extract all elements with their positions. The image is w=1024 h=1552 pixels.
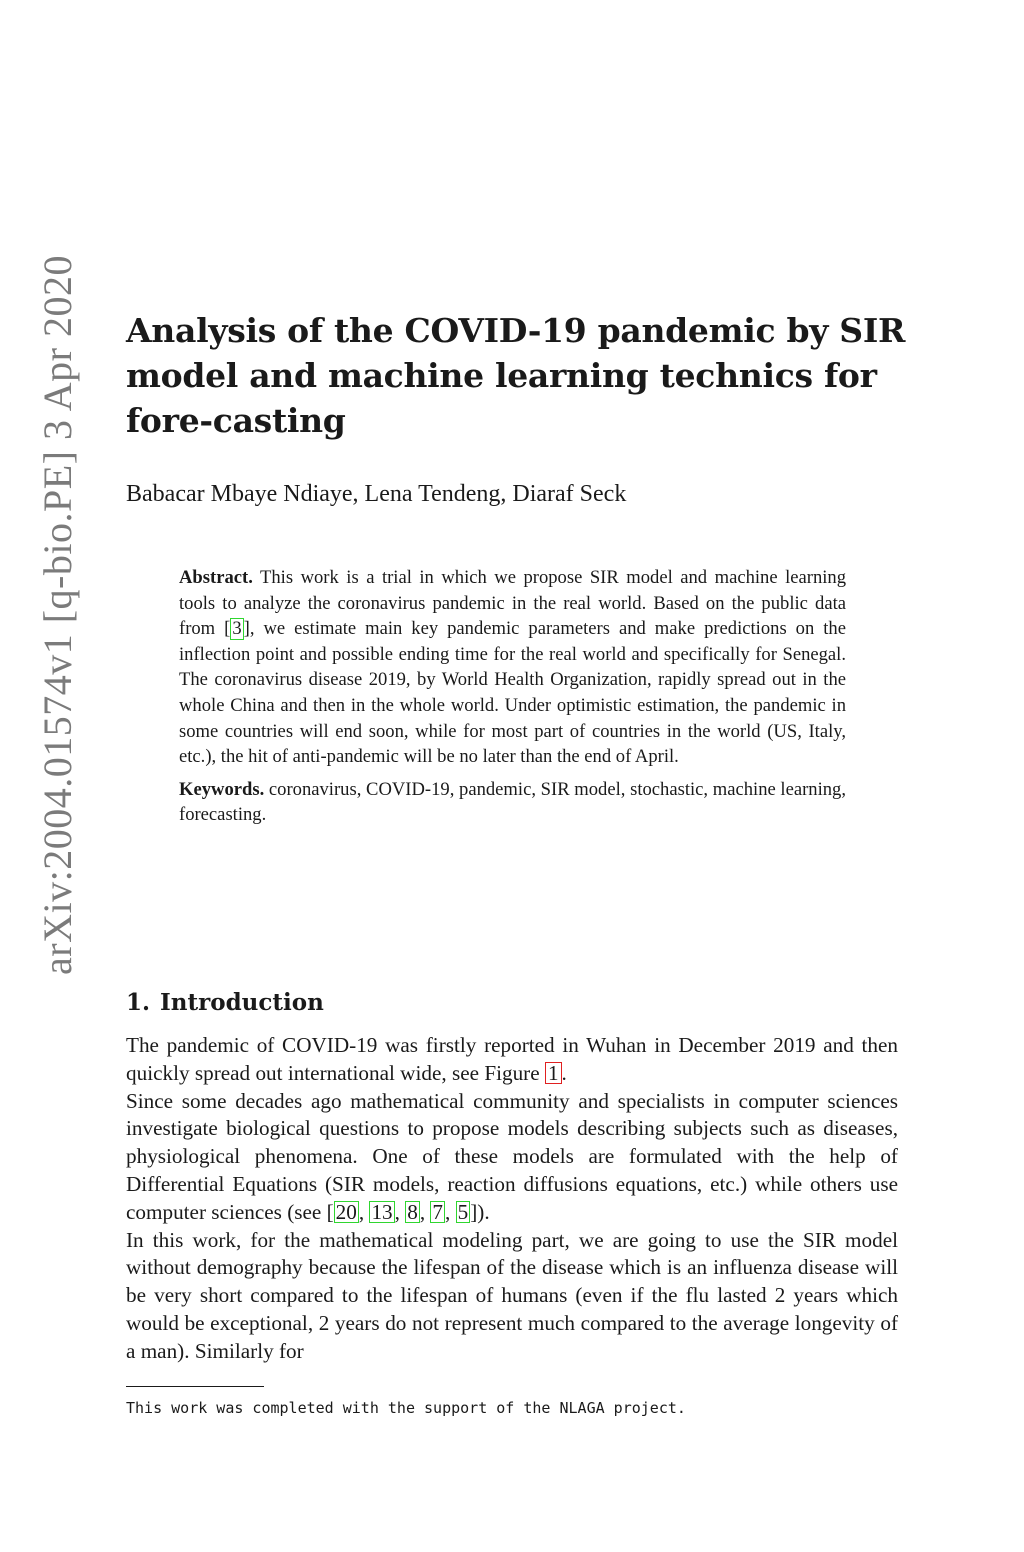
intro-paragraph-2: Since some decades ago mathematical community and specialists in computer sciences investigate biological questions to propose models describing subjects such as diseases, physiological phenomena. One of these models are formulated with the help of Differential Equations (SIR models, reaction diffusions equations, etc.) while others use computer sciences (see [20, 13, 8, 7, 5]). [126,1088,898,1224]
footnote-divider [126,1386,264,1387]
keywords-paragraph [179,777,846,828]
citation-link[interactable]: 7 [432,1199,444,1224]
citation-separator: , [419,1199,431,1224]
intro-p3-text: In this work, for the mathematical modeling part, we are going to use the SIR model without demography because the lifespan of the disease which is an influenza disease will be very short compared to the lifespan of humans (even if the flu lasted 2 years which would be exceptional, 2 years do not represent much compared to the average longevity of a man). Similarly for [126,1227,898,1363]
paper-title: Analysis of the COVID-19 pandemic by SIR model and machine learning technics for fore-casting [126,311,906,440]
figure-reference-link[interactable]: 1 [545,1062,562,1084]
citation-link[interactable]: 3 [232,618,242,640]
abstract-block [179,565,846,828]
intro-p1-text: The pandemic of COVID-19 was firstly reported in Wuhan in December 2019 and then quickly spread out international wide, see Figure [126,1033,898,1085]
keywords-label: Keywords. [179,778,265,800]
citation-link[interactable]: 8 [407,1199,418,1224]
citation-link[interactable]: 5 [457,1199,469,1224]
keywords-text: coronavirus, COVID-19, pandemic, SIR model, stochastic, machine learning, forecasting. [179,778,847,826]
abstract-label: Abstract. [179,567,253,588]
intro-paragraph-3 [126,1227,898,1366]
abstract-paragraph: Abstract. This work is a trial in which we propose SIR model and machine learning tools to analyze the coronavirus pandemic in the real world. Based on the public data from [ 3 ], we estimate main key pandemic parameters and make predictions on the inflection point and possible ending time for the real world and specifically for Senegal. The coronavirus disease 2019, by World Health Organization, rapidly spread out in the whole China and then in the whole world. Under optimistic estimation, the pandemic in some countries will end soon, while for most part of countries in the world (US, Italy, etc.), the hit of anti-pandemic will be no later than the end of April. [179,567,847,768]
intro-p2-end: ). [477,1199,490,1224]
citation-separator: , [358,1199,370,1224]
arxiv-identifier-stamp: arXiv:2004.01574v1 [q-bio.PE] 3 Apr 2020 [35,255,80,975]
section-title: Introduction [160,989,324,1016]
citation-separator: , [445,1199,456,1224]
footnote: This work was completed with the support of the NLAGA project. [126,1399,686,1417]
citation-link[interactable]: 13 [371,1199,393,1224]
section-number: 1. [126,989,151,1016]
citation-separator: , [394,1199,406,1224]
intro-paragraph-1 [126,1032,898,1088]
intro-p1-end: . [561,1060,567,1085]
citation-link[interactable]: 20 [335,1199,357,1224]
section-heading [126,985,324,1021]
abstract-text-before-cite: This work is a trial in which we propose SIR model and machine learning tools to analyze the coronavirus pandemic in the real world. Based on the public data from [179,567,847,640]
introduction-body [126,1032,898,1366]
intro-p2-text: Since some decades ago mathematical community and specialists in computer sciences investigate biological questions to propose models describing subjects such as diseases, physiological phenomena. One of these models are formulated with the help of Differential Equations (SIR models, reaction diffusions equations, etc.) while others use computer sciences (see [126,1088,898,1224]
abstract-text-after-cite: , we estimate main key pandemic parameters and make predictions on the inflection point and possible ending time for the real world and specifically for Senegal. The coronavirus disease 2019, by World Health Organization, rapidly spread out in the whole China and then in the whole world. Under optimistic estimation, the pandemic in some countries will end soon, while for most part of countries in the world (US, Italy, etc.), the hit of anti-pandemic will be no later than the end of April. [179,618,846,768]
author-list: Babacar Mbaye Ndiaye, Lena Tendeng, Diaraf Seck [126,481,627,507]
